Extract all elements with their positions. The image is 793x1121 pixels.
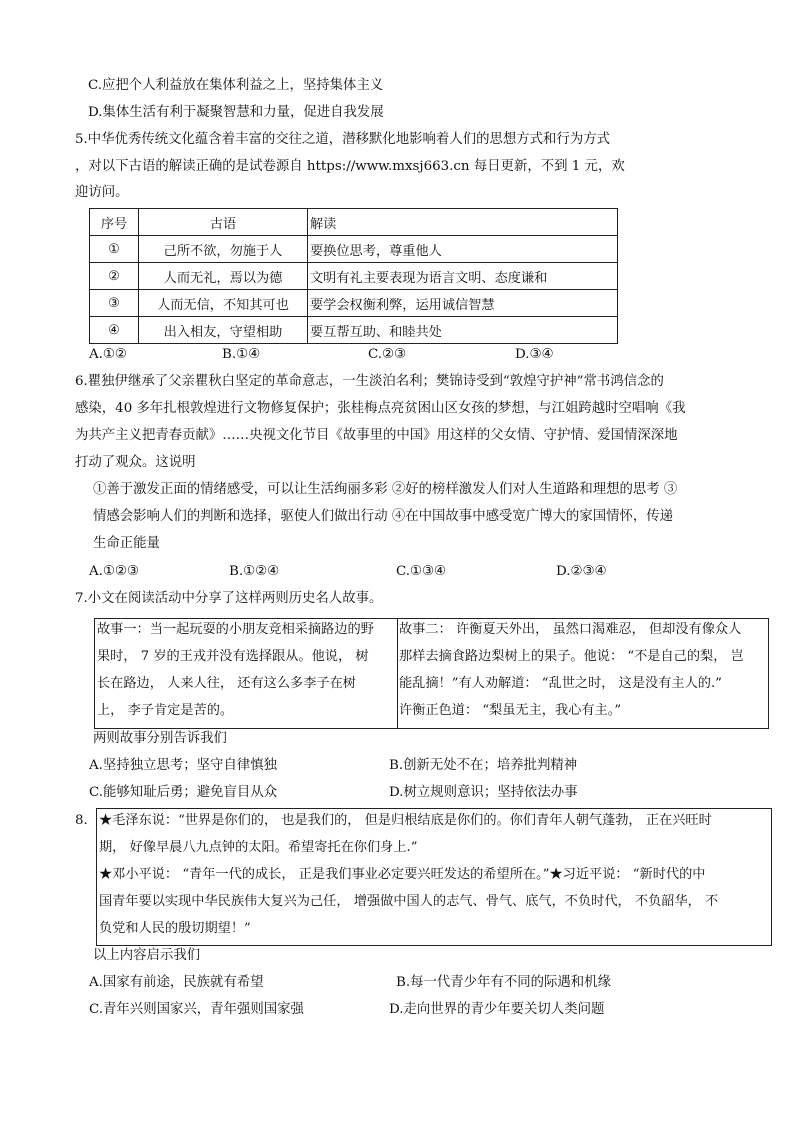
q7-intro: 7.小文在阅读活动中分享了这样两则历史名人故事。 bbox=[75, 591, 383, 606]
table-cell: 文明有礼主要表现为语言文明、态度谦和 bbox=[308, 263, 618, 290]
q5-table bbox=[89, 208, 618, 344]
table-cell: 人而无礼，焉以为德 bbox=[139, 263, 308, 290]
table-header-row bbox=[90, 209, 618, 236]
table-cell: ③ bbox=[90, 290, 139, 317]
table-cell: ④ bbox=[90, 317, 139, 344]
table-cell: 己所不欲，勿施于人 bbox=[139, 236, 308, 263]
q4-option-c: C.应把个人利益放在集体利益之上，坚持集体主义 bbox=[88, 78, 384, 93]
quote-line: 期， 好像早晨八九点钟的太阳。希望寄托在你们身上.” bbox=[99, 840, 418, 855]
q6-stem-line2: 感染，40 多年扎根敦煌进行文物修复保护；张桂梅点亮贫困山区女孩的梦想，与江姐跨越时空唱响《我 bbox=[75, 401, 686, 416]
table-header-cell: 古语 bbox=[139, 209, 308, 236]
q6-stem-line1: 6.瞿独伊继承了父亲瞿秋白坚定的革命意志，一生淡泊名利；樊锦诗受到“敦煌守护神”常书鸿信念的 bbox=[75, 374, 664, 389]
story-divider bbox=[397, 619, 398, 728]
table-row bbox=[90, 317, 618, 344]
table-cell: 要互帮互助、和睦共处 bbox=[308, 317, 618, 344]
q6-option-c[interactable]: C.①③④ bbox=[396, 564, 447, 579]
story1-line: 果时， 7 岁的王戎并没有选择跟从。他说， 树 bbox=[97, 649, 369, 664]
table-cell: 要换位思考，尊重他人 bbox=[308, 236, 618, 263]
q8-option-c[interactable]: C.青年兴则国家兴，青年强则国家强 bbox=[89, 1002, 304, 1017]
q7-question: 两则故事分别告诉我们 bbox=[93, 731, 227, 746]
q5-option-a[interactable]: A.①② bbox=[89, 347, 127, 362]
quote-line: 负党和人民的殷切期望！” bbox=[99, 921, 251, 936]
q8-quote-box bbox=[96, 808, 772, 946]
table-row bbox=[90, 263, 618, 290]
q8-question: 以上内容启示我们 bbox=[93, 948, 201, 963]
q7-option-b[interactable]: B.创新无处不在；培养批判精神 bbox=[389, 758, 578, 773]
story2-line: 故事二： 许衡夏天外出， 虽然口渴难忍， 但却没有像众人 bbox=[399, 622, 742, 637]
q6-stem-line4: 打动了观众。这说明 bbox=[75, 455, 196, 470]
quote-line: ★毛泽东说：“世界是你们的， 也是我们的， 但是归根结底是你们的。你们青年人朝气蓬勃， 正在兴旺时 bbox=[99, 813, 712, 828]
q8-number: 8. bbox=[75, 813, 88, 828]
q5-option-c[interactable]: C.②③ bbox=[368, 347, 407, 362]
story1-line: 上， 李子肯定是苦的。 bbox=[97, 703, 234, 718]
q7-story-box bbox=[94, 618, 769, 729]
story1-line: 长在路边， 人来人往， 还有这么多李子在树 bbox=[97, 676, 356, 691]
q6-statement-line3: 生命正能量 bbox=[93, 536, 160, 551]
story2-line: 能乱摘！”有人劝解道： “乱世之时， 这是没有主人的.” bbox=[399, 676, 722, 691]
q6-stem-line3: 为共产主义把青春贡献》……央视文化节目《故事里的中国》用这样的父女情、守护情、爱国情深深地 bbox=[75, 428, 678, 443]
table-cell: 要学会权衡利弊，运用诚信智慧 bbox=[308, 290, 618, 317]
table-cell: 出入相友，守望相助 bbox=[139, 317, 308, 344]
q6-option-a[interactable]: A.①②③ bbox=[89, 564, 139, 579]
q7-option-d[interactable]: D.树立规则意识；坚持依法办事 bbox=[389, 785, 578, 800]
q5-stem-line2: ，对以下古语的解读正确的是试卷源自 https://www.mxsj663.cn 每日更新，不到 1 元，欢 bbox=[75, 159, 625, 174]
q7-option-c[interactable]: C.能够知耻后勇；避免盲目从众 bbox=[89, 785, 278, 800]
q4-option-d: D.集体生活有利于凝聚智慧和力量，促进自我发展 bbox=[88, 105, 384, 120]
q5-stem-line1: 5.中华优秀传统文化蕴含着丰富的交往之道，潜移默化地影响着人们的思想方式和行为方式 bbox=[75, 132, 611, 147]
table-row bbox=[90, 290, 618, 317]
q7-option-a[interactable]: A.坚持独立思考；坚守自律慎独 bbox=[89, 758, 278, 773]
q5-option-d[interactable]: D.③④ bbox=[515, 347, 554, 362]
table-header-cell: 序号 bbox=[90, 209, 139, 236]
q5-stem-line3: 迎访问。 bbox=[75, 185, 129, 200]
q6-statement-line1: ①善于激发正面的情绪感受，可以让生活绚丽多彩 ②好的榜样激发人们对人生道路和理想的思考 ③ bbox=[93, 482, 678, 497]
table-cell: ② bbox=[90, 263, 139, 290]
q6-statement-line2: 情感会影响人们的判断和选择，驱使人们做出行动 ④在中国故事中感受宽广博大的家国情怀，传递 bbox=[93, 509, 674, 524]
story2-line: 许衡正色道： “梨虽无主，我心有主。” bbox=[399, 703, 622, 718]
table-cell: 人而无信，不知其可也 bbox=[139, 290, 308, 317]
story1-line: 故事一：当一起玩耍的小朋友竞相采摘路边的野 bbox=[97, 622, 374, 637]
table-header-cell: 解读 bbox=[308, 209, 618, 236]
story2-line: 那样去摘食路边梨树上的果子。他说： “不是自己的梨， 岂 bbox=[399, 649, 744, 664]
quote-line: ★邓小平说： “青年一代的成长， 正是我们事业必定要兴旺发达的希望所在。”★习近平说： “新时代的中 bbox=[99, 867, 706, 882]
quote-line: 国青年要以实现中华民族伟大复兴为己任， 增强做中国人的志气、骨气、底气，不负时代， 不负韶华， 不 bbox=[99, 894, 719, 909]
q6-option-b[interactable]: B.①②④ bbox=[229, 564, 280, 579]
table-row bbox=[90, 236, 618, 263]
q8-option-d[interactable]: D.走向世界的青少年要关切人类问题 bbox=[389, 1002, 605, 1017]
q5-option-b[interactable]: B.①④ bbox=[222, 347, 261, 362]
q8-option-b[interactable]: B.每一代青少年有不同的际遇和机缘 bbox=[396, 975, 611, 990]
q8-option-a[interactable]: A.国家有前途，民族就有希望 bbox=[89, 975, 264, 990]
table-cell: ① bbox=[90, 236, 139, 263]
q6-option-d[interactable]: D.②③④ bbox=[556, 564, 607, 579]
